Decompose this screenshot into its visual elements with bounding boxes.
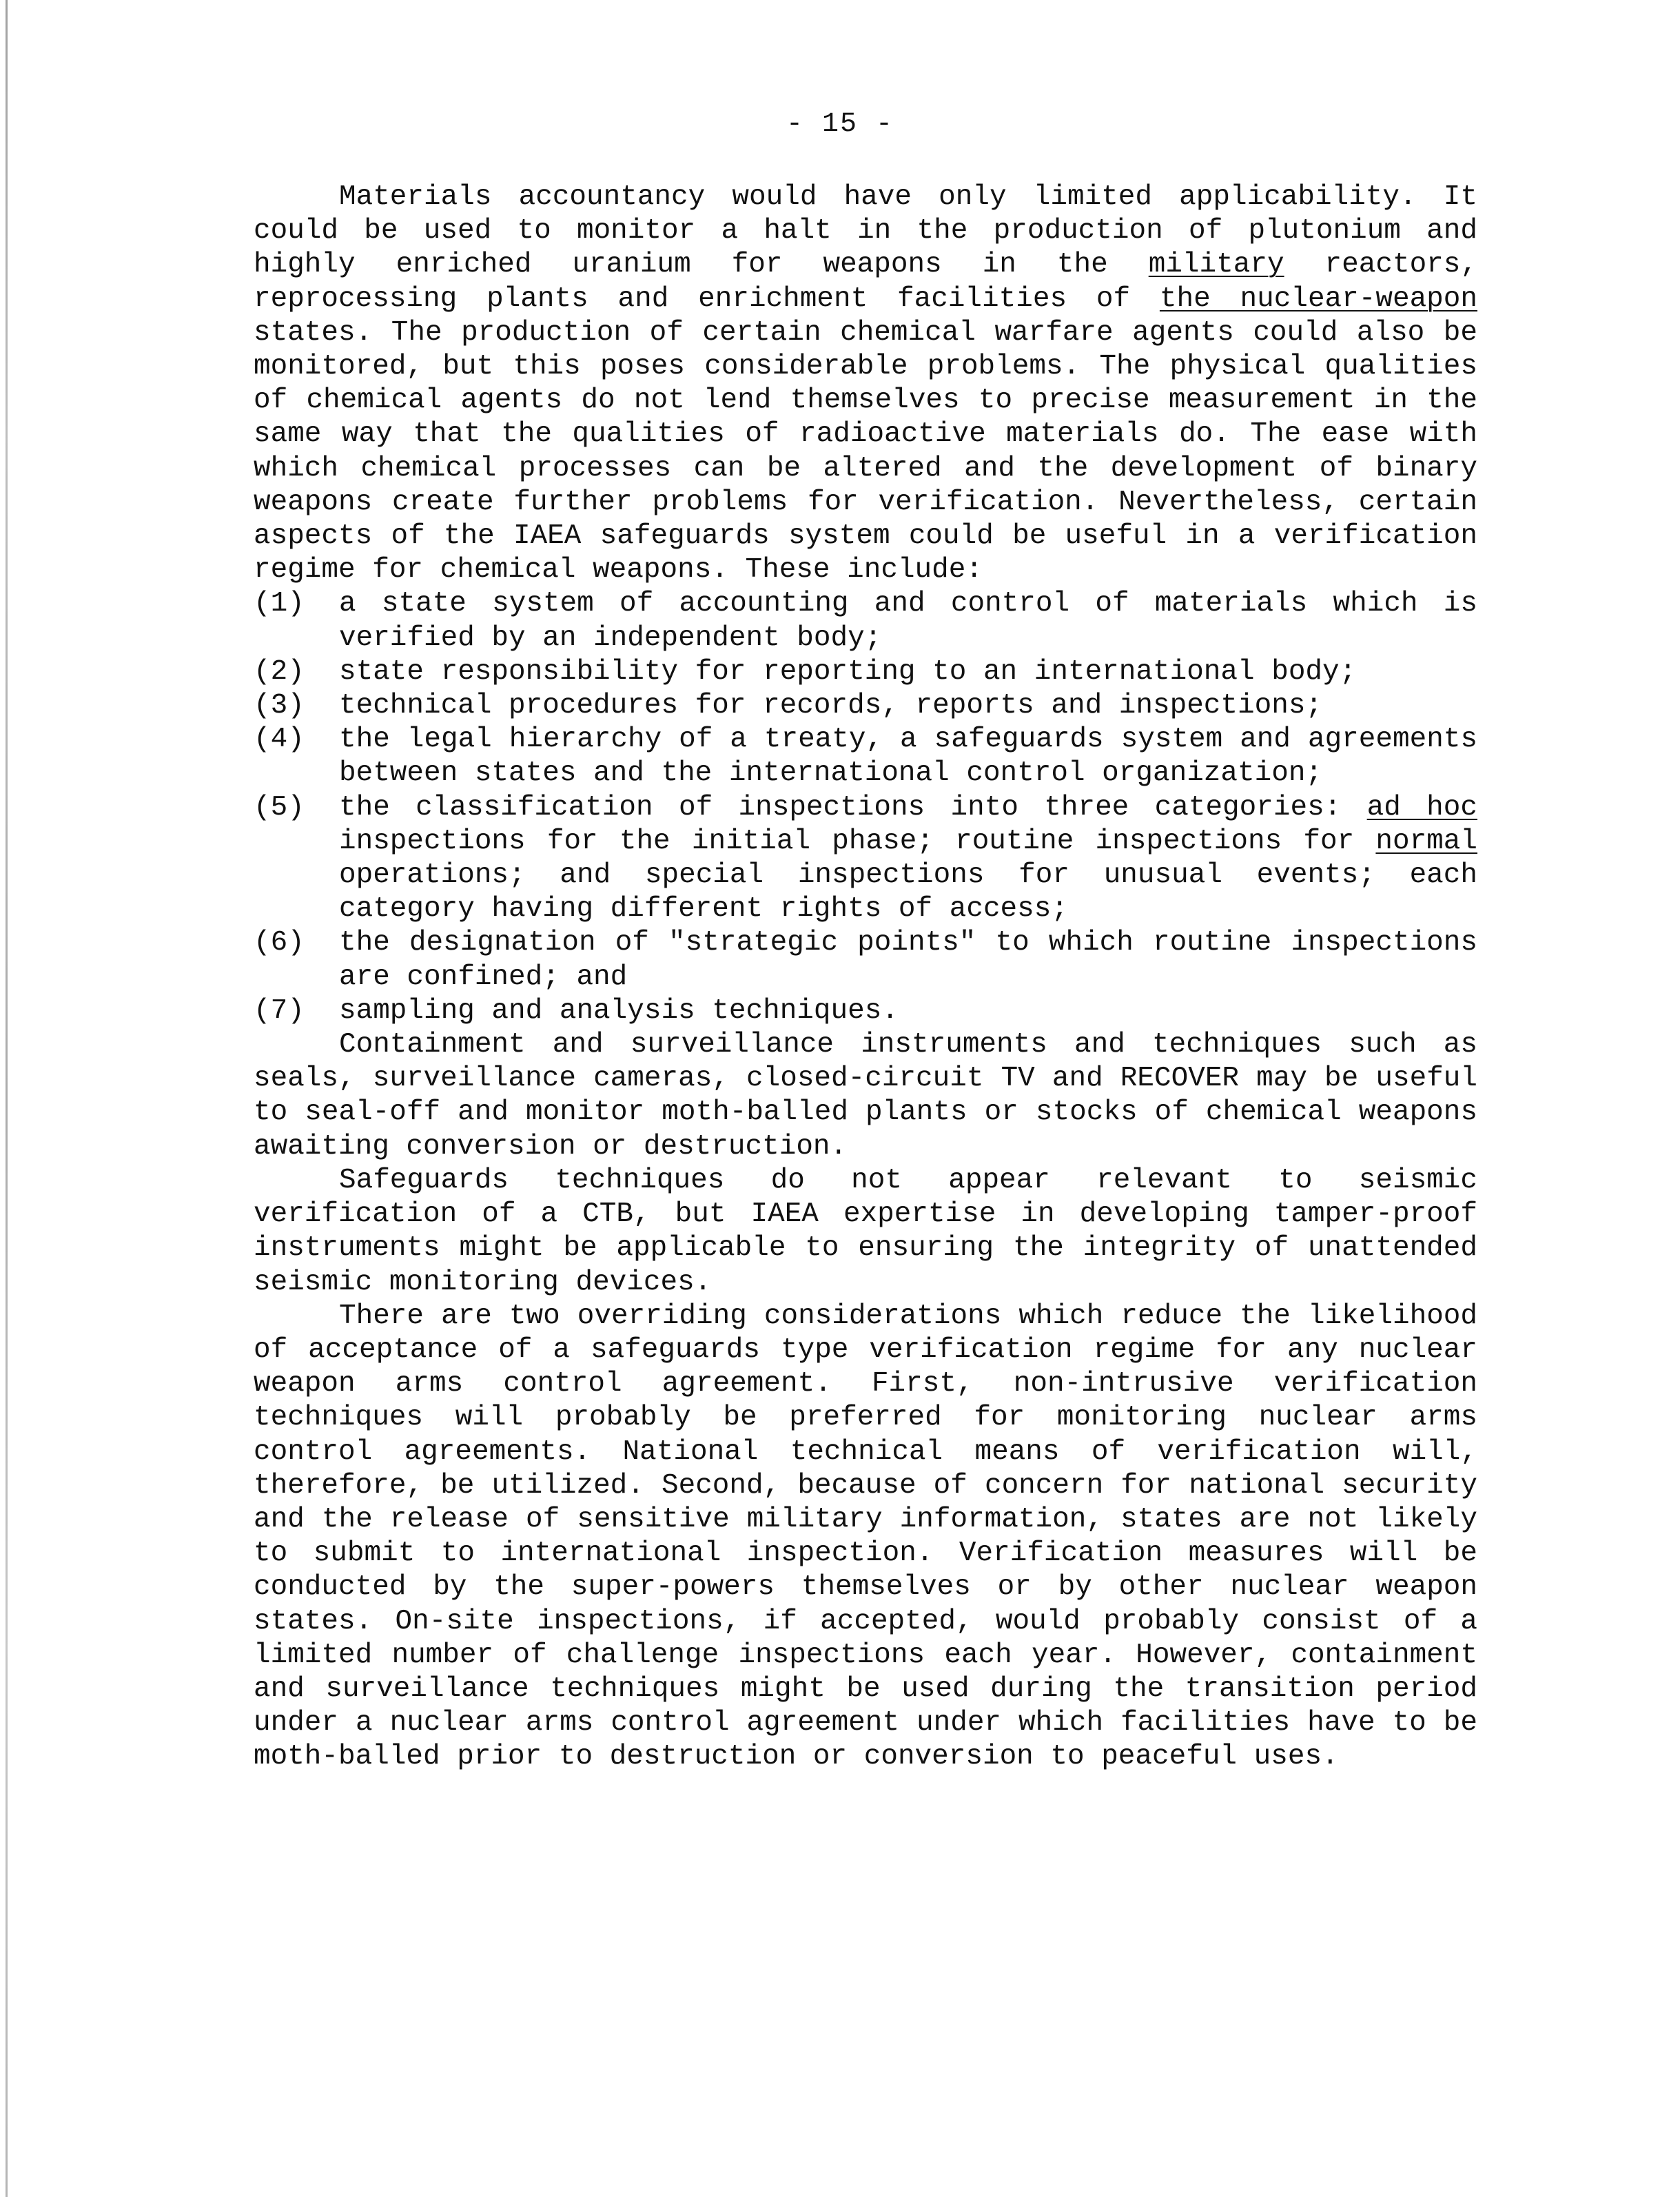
underlined-term-normal: normal [1375,825,1477,857]
list-item [254,994,1477,1028]
paragraph-overriding-considerations: There are two overriding considerations which reduce the likelihood of acceptance of a safeguards type verification regime for any nuclear weapon arms control agreement. First, non-intrusive verification techniques will probably be preferred for monitoring nuclear arms control agreements. National technical means of verification will, therefore, be utilized. Second, because of concern for national security and the release of sensitive military information, states are not likely to submit to international inspection. Verification measures will be conducted by the super-powers themselves or by other nuclear weapon states. On-site inspections, if accepted, would probably consist of a limited number of challenge inspections each year. However, containment and surveillance techniques might be used during the transition period under a nuclear arms control agreement under which facilities have to be moth-balled prior to destruction or conversion to peaceful uses. [254,1300,1477,1773]
safeguards-aspects-list [254,587,1477,1028]
list-item-text: technical procedures for records, reports and inspections; [339,690,1323,722]
list-item-text: inspections for the initial phase; routine inspections for [339,825,1376,857]
list-item-text: a state system of accounting and control of materials which is verified by an independent body; [339,588,1477,654]
list-item-text: operations; and special inspections for unusual events; each category having different rights of access; [339,859,1477,926]
list-item-number: (6) [254,927,305,959]
list-item-text: sampling and analysis techniques. [339,994,899,1027]
page-number: - 15 - [786,109,894,140]
list-item-number: (1) [254,588,305,620]
list-item-text: state responsibility for reporting to an international body; [339,655,1357,688]
list-item [254,587,1477,655]
list-item-number: (3) [254,690,305,722]
paragraph-text: states. The production of certain chemical warfare agents could also be monitored, but this poses considerable problems. The physical qualities of chemical agents do not lend themselves to precise measurement in the same way that the qualities of radioactive materials do. The ease with which chemical processes can be altered and the development of binary weapons create further problems for verification. Nevertheless, certain aspects of the IAEA safeguards system could be useful in a verification regime for chemical weapons. These include: [254,316,1477,586]
list-item-number: (5) [254,791,305,824]
underlined-term-ad-hoc: ad hoc [1366,791,1477,824]
list-item-text: the classification of inspections into three categories: [339,791,1367,824]
list-item [254,655,1477,689]
list-item [254,926,1477,994]
underlined-term-nuclear-weapon: the nuclear-weapon [1159,283,1477,315]
paragraph-materials-accountancy [254,181,1477,587]
list-item-text: the legal hierarchy of a treaty, a safeguards system and agreements between states and the international control organization; [339,724,1477,790]
list-item-number: (7) [254,994,305,1027]
list-item-text: the designation of "strategic points" to which routine inspections are confined; and [339,927,1477,993]
document-body [254,181,1477,1775]
list-item [254,689,1477,723]
list-item-number: (2) [254,655,305,688]
scan-edge-line [6,0,8,2197]
list-item [254,791,1477,927]
paragraph-text: Materials accountancy would have only limited applicability. It could be used to monitor a halt in the production of plutonium and highly enriched uranium for weapons in the [254,181,1477,281]
list-item-number: (4) [254,724,305,756]
paragraph-containment-surveillance: Containment and surveillance instruments and techniques such as seals, surveillance cameras, closed-circuit TV and RECOVER may be useful to seal-off and monitor moth-balled plants or stocks of chemical weapons awaiting conversion or destruction. [254,1029,1477,1163]
list-item [254,723,1477,790]
underlined-term-military: military [1148,249,1284,281]
paragraph-seismic-verification: Safeguards techniques do not appear relevant to seismic verification of a CTB, but IAEA expertise in developing tamper-proof instruments might be applicable to ensuring the integrity of unattended seismic monitoring devices. [254,1164,1477,1298]
paragraph-text: reactors, reprocessing plants and enrichment facilities of [254,249,1477,315]
